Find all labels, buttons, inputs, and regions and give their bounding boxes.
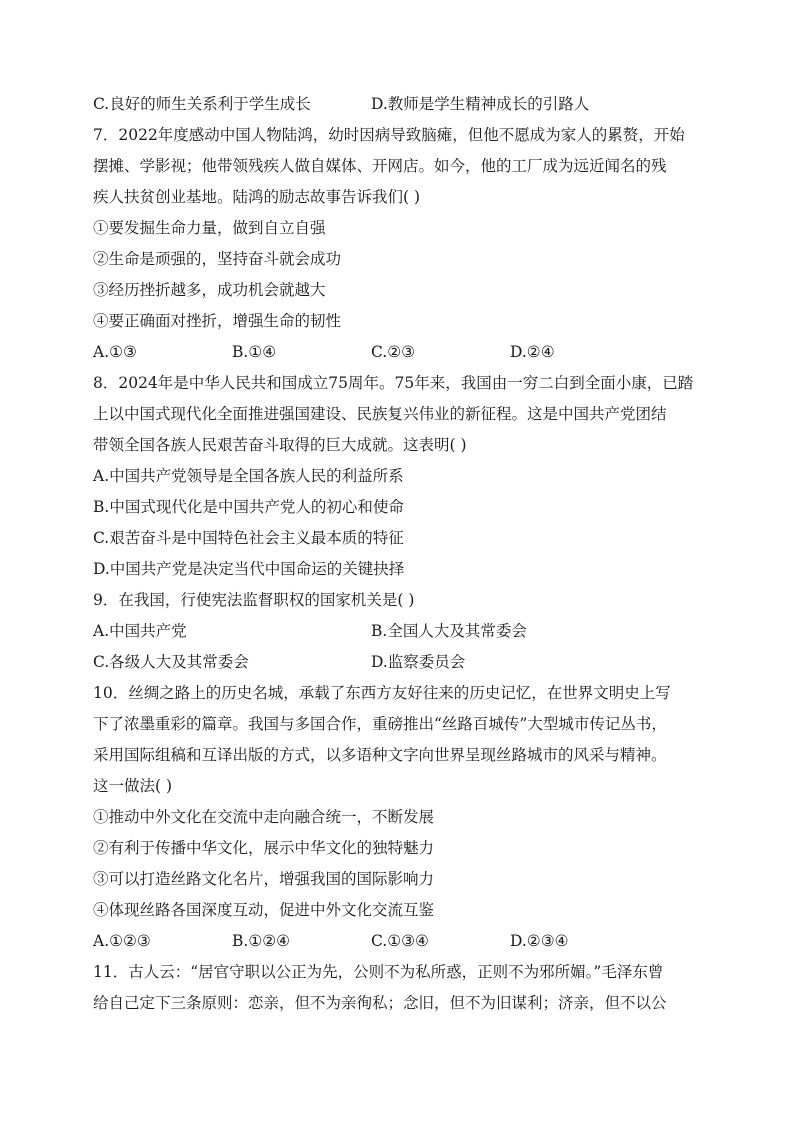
- question-8-option-d: D.中国共产党是决定当代中国命运的关键抉择: [93, 560, 405, 578]
- question-7-line-3: 疾人扶贫创业基地。陆鸿的励志故事告诉我们( ): [93, 188, 421, 206]
- question-9-option-c: C.各级人大及其常委会: [93, 653, 249, 671]
- question-8-line-3: 带领全国各族人民艰苦奋斗取得的巨大成就。这表明( ): [93, 436, 467, 454]
- question-10-options: [93, 926, 705, 957]
- question-7-option-c: C.②③: [371, 343, 416, 361]
- question-10: [93, 678, 705, 957]
- question-8-option-b: B.中国式现代化是中国共产党人的初心和使命: [93, 498, 404, 516]
- question-7-option-d: D.②④: [510, 343, 555, 361]
- question-7-statement-3: ③经历挫折越多，成功机会就越大: [93, 281, 326, 299]
- exam-page: [93, 89, 705, 1019]
- question-10-option-b: B.①②④: [232, 932, 291, 950]
- option-c: C.良好的师生关系利于学生成长: [93, 95, 311, 113]
- question-7-options: [93, 337, 705, 368]
- question-9-option-a: A.中国共产党: [93, 622, 187, 640]
- question-9-line-1: 9．在我国，行使宪法监督职权的国家机关是( ): [93, 591, 415, 609]
- question-8-line-1: 8．2024年是中华人民共和国成立75周年。75年来，我国由一穷二白到全面小康，已踏: [93, 374, 694, 392]
- question-7-statement-1: ①要发掘生命力量，做到自立自强: [93, 219, 326, 237]
- question-8-line-2: 上以中国式现代化全面推进强国建设、民族复兴伟业的新征程。这是中国共产党团结: [93, 405, 667, 423]
- question-11-line-2: 给自己定下三条原则：恋亲，但不为亲徇私；念旧，但不为旧谋利；济亲，但不以公: [93, 994, 667, 1012]
- question-10-line-2: 下了浓墨重彩的篇章。我国与多国合作，重磅推出“丝路百城传”大型城市传记丛书，: [93, 715, 667, 733]
- question-9-options-row-2: [93, 647, 705, 678]
- question-10-statement-4: ④体现丝路各国深度互动，促进中外文化交流互鉴: [93, 901, 435, 919]
- question-10-option-a: A.①②③: [93, 932, 151, 950]
- question-11-line-1: 11．古人云：“居官守职以公正为先，公则不为私所惑，正则不为邪所媚。”毛泽东曾: [93, 963, 664, 981]
- question-7-option-b: B.①④: [232, 343, 277, 361]
- question-7-line-1: 7．2022年度感动中国人物陆鸿，幼时因病导致脑瘫，但他不愿成为家人的累赘，开始: [93, 126, 685, 144]
- question-7-line-2: 摆摊、学影视；他带领残疾人做自媒体、开网店。如今，他的工厂成为远近闻名的残: [93, 157, 667, 175]
- top-options-row: [93, 89, 705, 120]
- question-10-line-4: 这一做法( ): [93, 777, 173, 795]
- question-9-options-row-1: [93, 616, 705, 647]
- question-10-line-3: 采用国际组稿和互译出版的方式，以多语种文字向世界呈现丝路城市的风采与精神。: [93, 746, 667, 764]
- question-10-statement-1: ①推动中外文化在交流中走向融合统一，不断发展: [93, 808, 435, 826]
- option-d: D.教师是学生精神成长的引路人: [371, 95, 590, 113]
- question-7-statement-4: ④要正确面对挫折，增强生命的韧性: [93, 312, 342, 330]
- question-10-line-1: 10．丝绸之路上的历史名城，承载了东西方友好往来的历史记忆，在世界文明史上写: [93, 684, 671, 702]
- question-9-option-d: D.监察委员会: [371, 653, 466, 671]
- question-9: [93, 585, 705, 678]
- question-7-statement-2: ②生命是顽强的，坚持奋斗就会成功: [93, 250, 342, 268]
- question-9-option-b: B.全国人大及其常委会: [371, 622, 527, 640]
- question-8-option-c: C.艰苦奋斗是中国特色社会主义最本质的特征: [93, 529, 404, 547]
- question-7: [93, 120, 705, 368]
- question-8-option-a: A.中国共产党领导是全国各族人民的利益所系: [93, 467, 404, 485]
- question-10-statement-2: ②有利于传播中华文化，展示中华文化的独特魅力: [93, 839, 435, 857]
- question-8: [93, 368, 705, 585]
- question-11: [93, 957, 705, 1019]
- question-10-statement-3: ③可以打造丝路文化名片，增强我国的国际影响力: [93, 870, 435, 888]
- question-7-option-a: A.①③: [93, 343, 137, 361]
- question-10-option-d: D.②③④: [510, 932, 569, 950]
- question-10-option-c: C.①③④: [371, 932, 429, 950]
